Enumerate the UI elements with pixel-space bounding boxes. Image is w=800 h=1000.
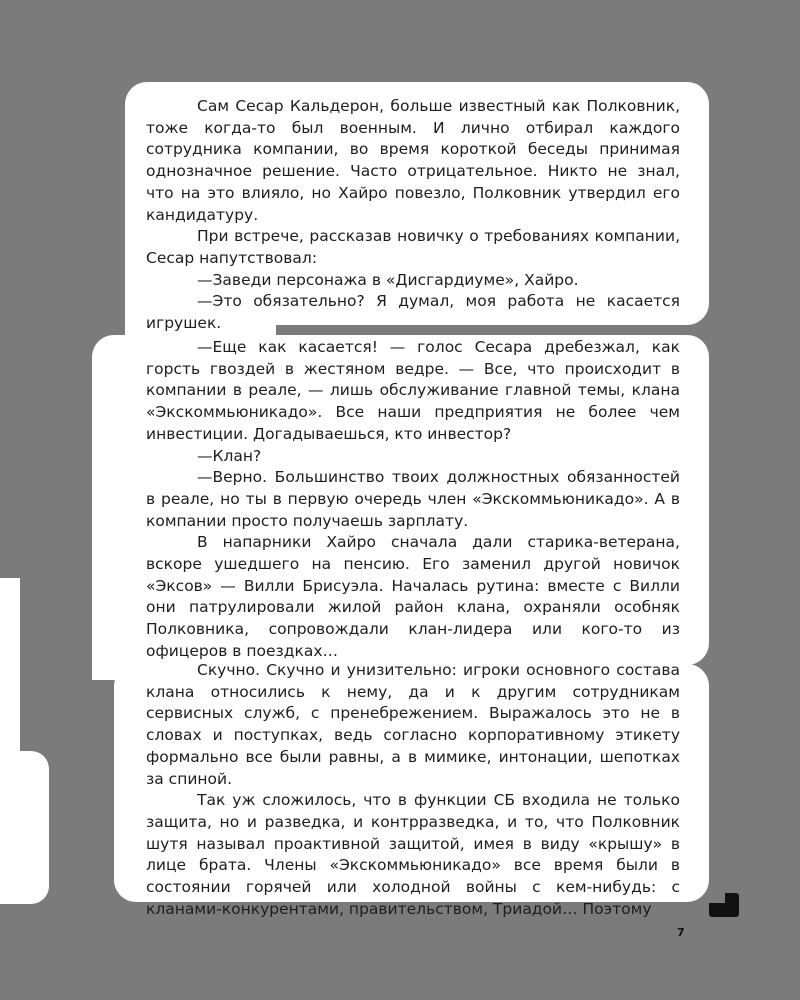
paragraph: —Это обязательно? Я думал, моя работа не касается игрушек. [146, 292, 680, 333]
left-decor-bar [0, 578, 20, 753]
paragraph: —Клан? [197, 446, 262, 465]
text-column-3 [146, 660, 680, 920]
paragraph: —Верно. Большинство твоих должностных обязанностей в реале, но ты в первую очередь член «Экскоммьюникадо». А в компании просто получаешь зарплату. [146, 468, 680, 530]
paragraph: Сам Сесар Кальдерон, больше известный как Полковник, тоже когда-то был военным. И лично отбирал каждого сотрудника компании, во время короткой беседы принимая однозначное решение. Часто отрицательное. Никто не знал, что на это влияло, но Хайро повезло, Полковник утвердил его кандидатуру. [146, 97, 680, 224]
page-number: 7 [677, 926, 685, 939]
left-decor-block [0, 751, 49, 904]
corner-mark-notch [709, 893, 725, 903]
text-column-2 [146, 337, 680, 663]
paragraph: —Еще как касается! — голос Сесара дребезжал, как горсть гвоздей в жестяном ведре. — Все, что происходит в компании в реале, — лишь обслуживание главной темы, клана «Экскоммьюникадо». Все наши предприятия не более чем инвестиции. Догадываешься, кто инвестор? [146, 338, 680, 443]
paragraph: Так уж сложилось, что в функции СБ входила не только защита, но и разведка, и контрразведка, и то, что Полковник шутя называл проактивной защитой, имея в виду «крышу» в лице брата. Члены «Экскоммьюникадо» все время были в состоянии горячей или холодной войны с кем-нибудь: с кланами-конкурентами, правительством, Триадой… Поэтому [146, 791, 680, 918]
text-column-1 [146, 96, 680, 335]
paragraph: —Заведи персонажа в «Дисгардиуме», Хайро. [197, 270, 579, 289]
paragraph: В напарники Хайро сначала дали старика-ветерана, вскоре ушедшего на пенсию. Его заменил другой новичок «Эксов» — Вилли Брисуэла. Началась рутина: вместе с Вилли они патрулировали жилой район клана, охраняли особняк Полковника, сопровождали клан-лидера или кого-то из офицеров в поездках… [146, 533, 680, 660]
paragraph: Скучно. Скучно и унизительно: игроки основного состава клана относились к нему, да и к другим сотрудникам сервисных служб, с пренебрежением. Выражалось это не в словах и поступках, ведь согласно корпоративному этикету формально все были равны, а в мимике, интонации, шепотках за спиной. [146, 661, 680, 788]
paragraph: При встрече, рассказав новичку о требованиях компании, Сесар напутствовал: [146, 227, 680, 267]
